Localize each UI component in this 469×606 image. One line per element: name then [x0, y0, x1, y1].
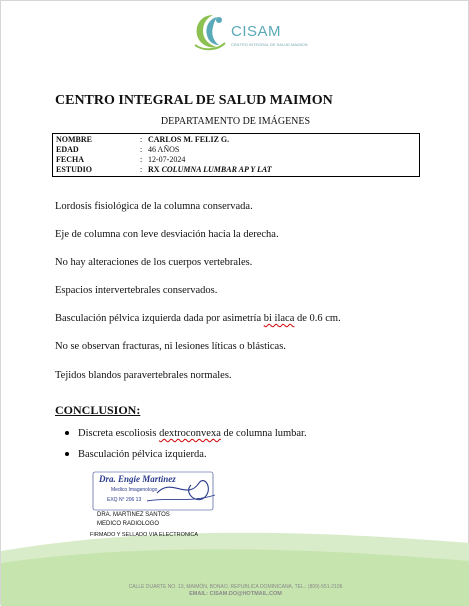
finding-line: Tejidos blandos paravertebrales normales.	[55, 370, 232, 381]
finding-line: Eje de columna con leve desviación hacia la derecha.	[55, 229, 279, 240]
department-heading: DEPARTAMENTO DE IMÁGENES	[160, 116, 311, 127]
spellcheck-flagged-word: bi ilaca	[263, 313, 295, 324]
signed-note: FIRMADO Y SELLADO VIA ELECTRONICA	[90, 532, 198, 538]
doctor-stamp	[87, 471, 227, 513]
stamp-name: Dra. Engie Martinez	[99, 474, 176, 484]
colon: :	[140, 135, 143, 144]
conclusion-text: Basculación pélvica izquierda.	[78, 449, 207, 460]
spellcheck-flagged-word: dextroconvexa	[159, 428, 221, 439]
patient-label: FECHA	[56, 155, 84, 164]
study-prefix: RX	[148, 165, 160, 174]
bullet-icon	[65, 431, 69, 435]
patient-label: NOMBRE	[56, 135, 92, 144]
patient-label: ESTUDIO	[56, 165, 93, 174]
logo-name: CISAM	[231, 23, 282, 40]
colon: :	[140, 145, 143, 154]
conclusion-text: de columna lumbar.	[220, 428, 307, 439]
finding-line: Espacios intervertebrales conservados.	[55, 285, 218, 296]
patient-row-study	[56, 165, 416, 175]
stamp-role: Medico Imagenologo	[111, 487, 158, 493]
conclusion-heading: CONCLUSION:	[55, 403, 141, 417]
study-name: COLUMNA LUMBAR AP Y LAT	[161, 165, 272, 174]
patient-value: 12-07-2024	[148, 155, 186, 164]
patient-row-date	[56, 155, 416, 165]
footer-address: CALLE DUARTE NO. 13, MAIMÓN, BONAO, REPUBLICA DOMINICANA, TEL.: (809)-551-2106	[128, 584, 343, 590]
patient-value: CARLOS M. FELIZ G.	[148, 135, 230, 144]
patient-value	[148, 165, 272, 175]
bullet-icon	[65, 452, 69, 456]
conclusion-text: Discreta escoliosis	[78, 428, 160, 439]
clinic-logo	[191, 11, 308, 53]
logo-emblem-icon	[191, 11, 231, 53]
patient-label: EDAD	[56, 145, 79, 154]
report-title: CENTRO INTEGRAL DE SALUD MAIMON	[55, 93, 333, 108]
colon: :	[140, 165, 143, 174]
colon: :	[140, 155, 143, 164]
logo-tagline: CENTRO INTEGRAL DE SALUD MAIMON	[231, 42, 308, 47]
footer-email: EMAIL: CISAM.DO@HOTMAIL.COM	[189, 591, 282, 597]
finding-line: No hay alteraciones de los cuerpos vertebrales.	[55, 257, 253, 268]
finding-line: No se observan fracturas, ni lesiones líticas o blásticas.	[55, 341, 286, 352]
conclusion-item	[65, 428, 307, 439]
patient-info-box	[52, 133, 420, 177]
finding-text: de 0.6 cm.	[294, 313, 341, 324]
finding-line: Lordosis fisiológica de la columna conservada.	[55, 201, 253, 212]
conclusion-item	[65, 449, 207, 460]
stamp-exequatur: EXQ N° 206 13	[107, 497, 142, 503]
doctor-name: DRA. MARTINEZ SANTOS	[97, 512, 170, 518]
finding-text: Basculación pélvica izquierda dada por asimetría	[55, 313, 264, 324]
patient-row-age	[56, 145, 416, 155]
patient-value: 46 AÑOS	[148, 145, 180, 154]
doctor-role: MEDICO RADIOLOGO	[97, 521, 160, 527]
patient-row-name	[56, 135, 416, 145]
finding-line	[55, 313, 341, 324]
